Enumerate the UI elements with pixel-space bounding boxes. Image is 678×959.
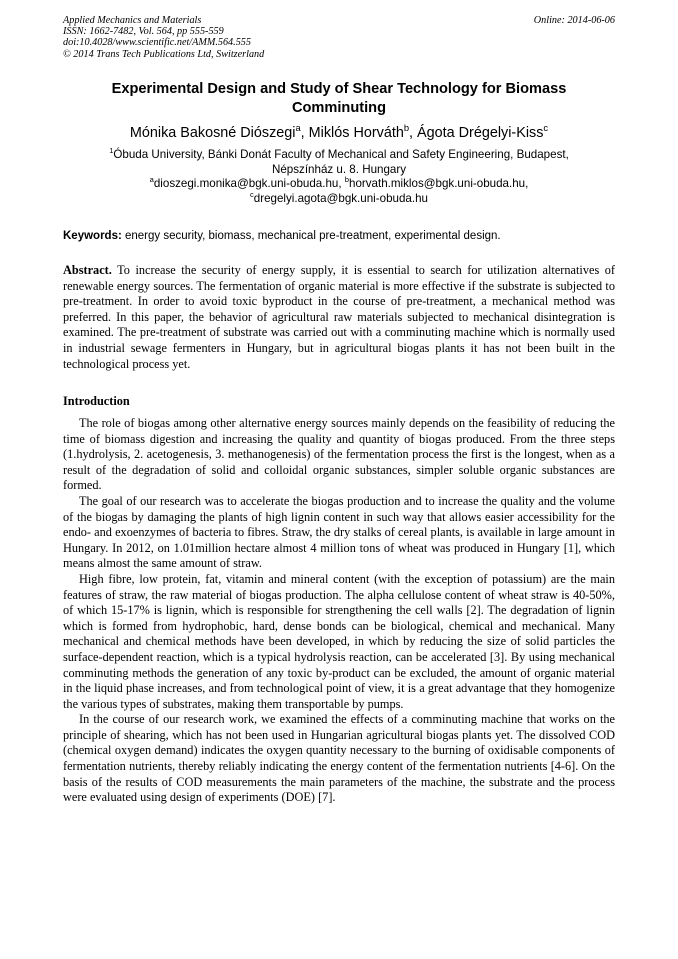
email-link[interactable]: dregelyi.agota@bgk.uni-obuda.hu bbox=[253, 191, 428, 205]
keywords-text: energy security, biomass, mechanical pre-treatment, experimental design. bbox=[121, 230, 501, 242]
abstract-text: To increase the security of energy supply, it is essential to search for utilization alternatives of renewable energy sources. The fermentation of organic material is more effective if the substrate is subjected to pre-treatment. In order to avoid toxic byproduct in the course of pre-treatment, a mechanical method was preferred. In this paper, the behavior of agricultural raw materials subjected to mechanical disintegration is examined. The pre-treatment of substrate was carried out with a comminuting machine which is normally used in industrial sewage fermenters in Hungary, but in agricultural biogas plants it has not been built in the technological process yet. bbox=[63, 263, 615, 371]
journal-copyright: © 2014 Trans Tech Publications Ltd, Switzerland bbox=[63, 48, 265, 60]
author-name: Miklós Horváth bbox=[308, 125, 404, 141]
abstract bbox=[63, 263, 615, 372]
author-superscript: b bbox=[403, 123, 410, 134]
email-superscript: a bbox=[149, 175, 154, 185]
abstract-label: Abstract. bbox=[63, 263, 112, 277]
author-superscript: c bbox=[543, 123, 549, 134]
body-paragraph: The goal of our research was to accelerate the biogas production and to increase the quality and the volume of the biogas by damaging the plants of high lignin content in such way that allows easier accessibility for the endo- and exoenzymes of bacteria to fibres. Straw, the dry stalks of cereal plants, is available in large amount in Hungary. In 2012, on 1.01million hectare almost 4 million tons of wheat was produced in Hungary [1], which means almost the same amount of straw. bbox=[63, 493, 615, 571]
email-line bbox=[63, 177, 615, 192]
affiliation-address: Népszínház u. 8. Hungary bbox=[271, 162, 407, 176]
author-list bbox=[63, 124, 615, 142]
email-link[interactable]: horvath.miklos@bgk.uni-obuda.hu, bbox=[349, 177, 529, 191]
author-name: Ágota Drégelyi-Kiss bbox=[417, 125, 544, 141]
author-separator: , bbox=[409, 125, 418, 141]
section-heading: Introduction bbox=[63, 394, 130, 408]
keywords bbox=[63, 229, 615, 243]
journal-header bbox=[63, 15, 615, 60]
affiliation-line bbox=[63, 148, 615, 163]
journal-issn: ISSN: 1662-7482, Vol. 564, pp 555-559 bbox=[63, 26, 224, 38]
journal-name: Applied Mechanics and Materials bbox=[63, 15, 202, 26]
body-paragraph: In the course of our research work, we examined the effects of a comminuting machine that works on the principle of shearing, which has not been used in Hungarian agricultural biogas plants yet. The dissolved COD (chemical oxygen demand) indicates the oxygen quantity necessary to the burning of oxidisable components of fermentation nutrients, thereby reliably indicating the energy content of the fermentation nutrients [4-6]. On the basis of the results of COD measurements the main parameters of the machine, the substrate and the process were evaluated using design of experiments (DOE) [7]. bbox=[63, 712, 615, 805]
paper-title: Experimental Design and Study of Shear Technology for Biomass Comminuting bbox=[111, 81, 567, 116]
keywords-label: Keywords: bbox=[63, 230, 122, 242]
online-date: Online: 2014-06-06 bbox=[533, 15, 615, 26]
author-separator: , bbox=[300, 125, 309, 141]
affiliation-institution: Óbuda University, Bánki Donát Faculty of Mechanical and Safety Engineering, Budapest, bbox=[113, 148, 569, 161]
email-line bbox=[63, 189, 615, 207]
introduction-body bbox=[63, 416, 615, 806]
email-link[interactable]: dioszegi.monika@bgk.uni-obuda.hu, bbox=[153, 177, 345, 191]
author-superscript: a bbox=[295, 123, 301, 134]
body-paragraph: High fibre, low protein, fat, vitamin and mineral content (with the exception of potassium) are the main features of straw, the raw material of biogas production. The alpha cellulose content of wheat straw is 40-50%, of which 15-17% is lignin, which is responsible for strengthening the cell walls [2]. The degradation of lignin which is formed from hydrophobic, hard, dense bonds can be biological, chemical and mechanical. Many mechanical and chemical methods have been developed, in which by reducing the size of solid particles the surface-dependent reaction, which is a typical hydrolysis reaction, can be accelerated [3]. By using mechanical comminuting methods the generation of any toxic by-product can be excluded, the amount of organic material in the liquid phase increases, and from technological point of view, it is a great advantage that they homogenize the various types of substrates, making them transportable by pumps. bbox=[63, 571, 615, 711]
affiliation-block bbox=[63, 148, 615, 206]
affiliation-superscript: 1 bbox=[109, 146, 114, 156]
email-superscript: c bbox=[250, 189, 254, 199]
journal-doi: doi:10.4028/www.scientific.net/AMM.564.555 bbox=[63, 37, 251, 49]
author-name: Mónika Bakosné Diószegi bbox=[129, 125, 296, 141]
body-paragraph: The role of biogas among other alternative energy sources mainly depends on the feasibility of reducing the time of biomass digestion and increasing the quality and quantity of biogas produced. From the three steps (1.hydrolysis, 2. acetogenesis, 3. methanogenesis) of the fermentation process the first is the longest, when as a result of the degradation of solid and colloidal organic substances, simpler soluble organic substances are formed. bbox=[63, 416, 615, 493]
email-superscript: b bbox=[344, 175, 349, 185]
